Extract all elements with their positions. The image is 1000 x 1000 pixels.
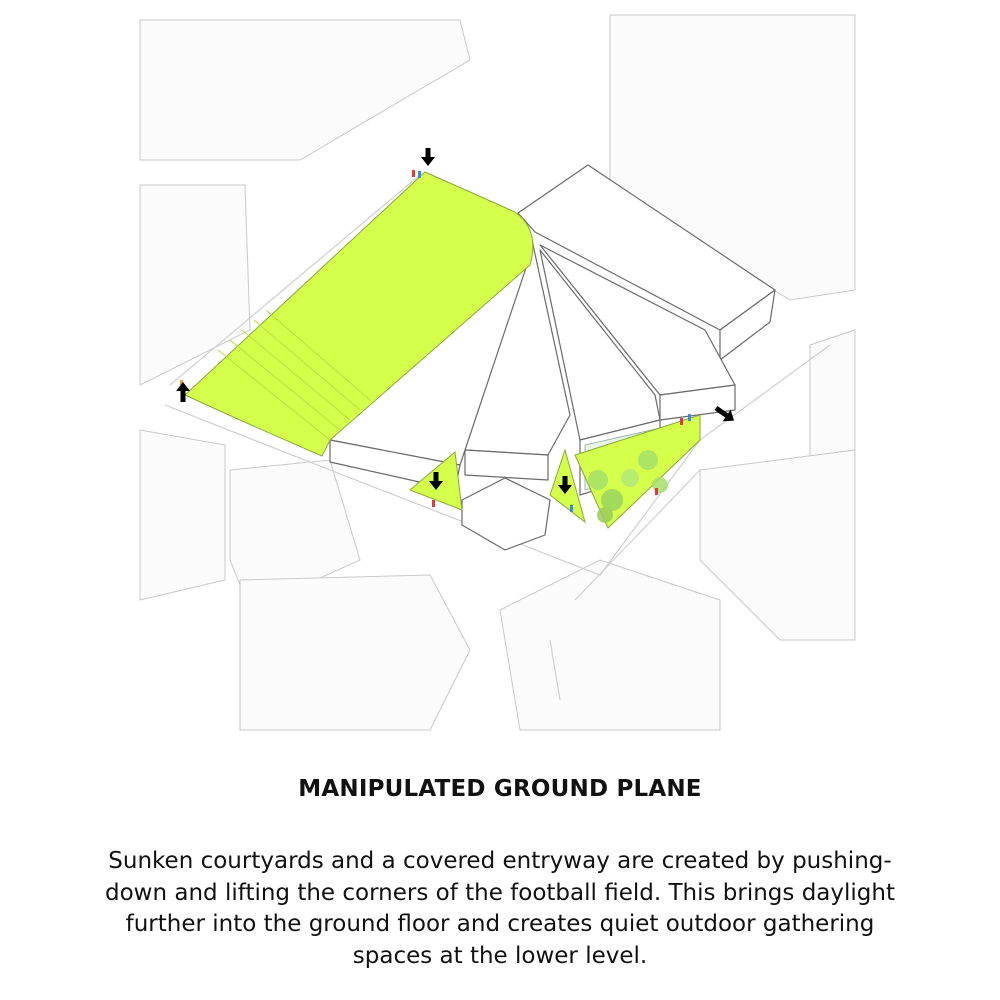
context-block-s2 (240, 575, 470, 730)
context-block-nw (140, 20, 470, 160)
arrow-down-icon (421, 148, 435, 166)
diagram-title: MANIPULATED GROUND PLANE (298, 776, 702, 802)
context-block-sw (140, 430, 225, 600)
volume-entry-block (462, 478, 550, 550)
context-block-e (810, 330, 855, 460)
volume-fan-center-front (465, 450, 548, 480)
diagram-caption: Sunken courtyards and a covered entryway are created by pushing-down and lifting the corners of the football field. This brings daylight further into the ground floor and creates quiet outdoor gathering spaces at the lower level. (105, 848, 895, 969)
context-block-se (700, 450, 855, 640)
context-block-s3 (500, 560, 720, 730)
